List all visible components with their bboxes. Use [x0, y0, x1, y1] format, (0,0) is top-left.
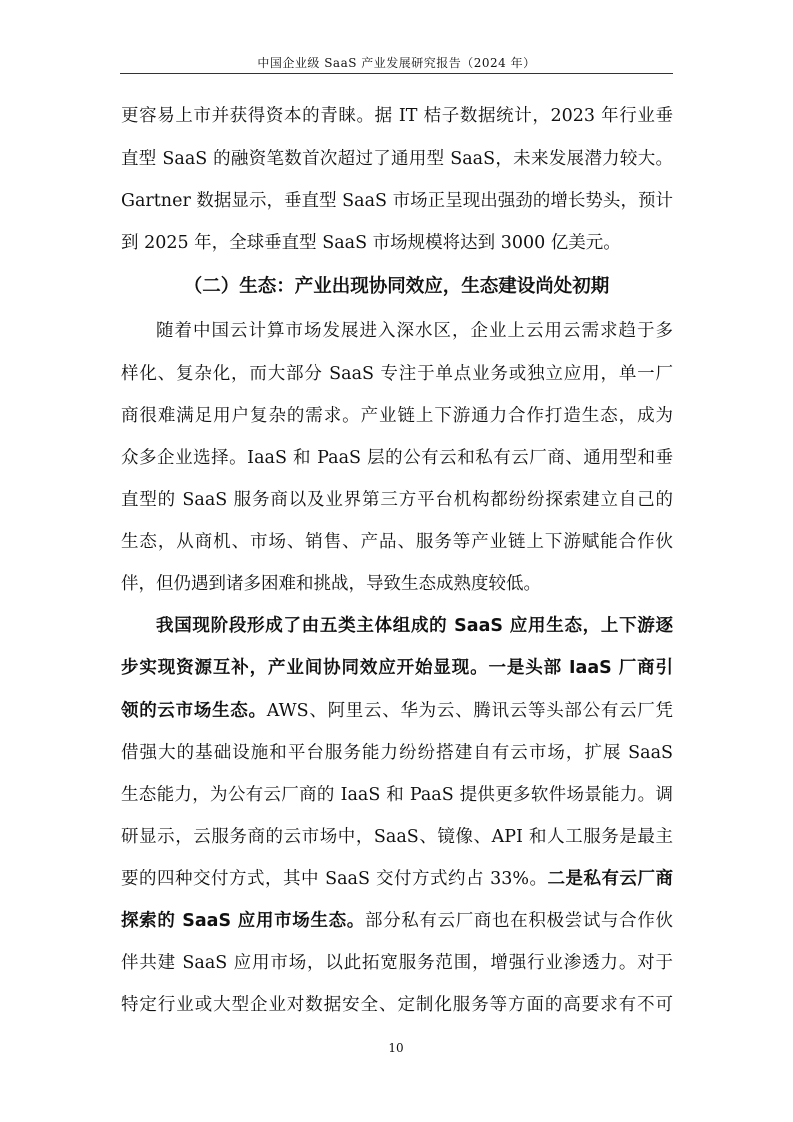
- body-line: 直型 SaaS 的融资笔数首次超过了通用型 SaaS，未来发展潜力较大。: [121, 149, 673, 169]
- body-line: [121, 696, 673, 726]
- body-line: [121, 864, 673, 894]
- paragraph-first-line: 随着中国云计算市场发展进入深水区，企业上云用云需求趋于多: [156, 321, 673, 341]
- body-line: 到 2025 年，全球垂直型 SaaS 市场规模将达到 3000 亿美元。: [121, 233, 621, 253]
- body-line: 生态，从商机、市场、销售、产品、服务等产业链上下游赋能合作伙: [121, 532, 673, 552]
- body-line: 步实现资源互补，产业间协同效应开始显现。一是头部 IaaS 厂商引: [121, 658, 673, 678]
- body-line: 借强大的基础设施和平台服务能力纷纷搭建自有云市场，扩展 SaaS: [121, 743, 673, 763]
- bold-phrase: 领的云市场生态。: [121, 701, 267, 721]
- header-divider: [120, 73, 673, 74]
- body-line: 众多企业选择。IaaS 和 PaaS 层的公有云和私有云厂商、通用型和垂: [121, 448, 673, 468]
- body-line: 更容易上市并获得资本的青睐。据 IT 桔子数据统计，2023 年行业垂: [121, 106, 673, 126]
- body-line: 伴共建 SaaS 应用市场，以此拓宽服务范围，增强行业渗透力。对于: [121, 953, 673, 973]
- body-line: [121, 906, 673, 936]
- text-run: AWS、阿里云、华为云、腾讯云等头部公有云厂凭: [266, 701, 674, 721]
- body-line: 直型的 SaaS 服务商以及业界第三方平台机构都纷纷探索建立自己的: [121, 490, 673, 510]
- text-run: 要的四种交付方式，其中 SaaS 交付方式约占 33%。: [121, 869, 548, 889]
- text-run: 部分私有云厂商也在积极尝试与合作伙: [364, 911, 673, 931]
- section-heading: （二）生态：产业出现协同效应，生态建设尚处初期: [183, 276, 610, 297]
- body-line: 样化、复杂化，而大部分 SaaS 专注于单点业务或独立应用，单一厂: [121, 364, 673, 384]
- running-header: 中国企业级 SaaS 产业发展研究报告（2024 年）: [257, 56, 536, 70]
- body-line: 特定行业或大型企业对数据安全、定制化服务等方面的高要求有不可: [121, 995, 673, 1015]
- body-line: 商很难满足用户复杂的需求。产业链上下游通力合作打造生态，成为: [121, 406, 673, 426]
- paragraph-first-line: 我国现阶段形成了由五类主体组成的 SaaS 应用生态，上下游逐: [156, 616, 673, 636]
- bold-phrase: 二是私有云厂商: [547, 869, 673, 889]
- body-line: Gartner 数据显示，垂直型 SaaS 市场正呈现出强劲的增长势头，预计: [121, 191, 673, 211]
- page-number: 10: [388, 1041, 404, 1055]
- bold-phrase: 探索的 SaaS 应用市场生态。: [121, 911, 365, 931]
- body-line: 研显示，云服务商的云市场中，SaaS、镜像、API 和人工服务是最主: [121, 827, 673, 847]
- body-line: 生态能力，为公有云厂商的 IaaS 和 PaaS 提供更多软件场景能力。调: [121, 785, 673, 805]
- body-line: 伴，但仍遇到诸多困难和挑战，导致生态成熟度较低。: [121, 574, 541, 594]
